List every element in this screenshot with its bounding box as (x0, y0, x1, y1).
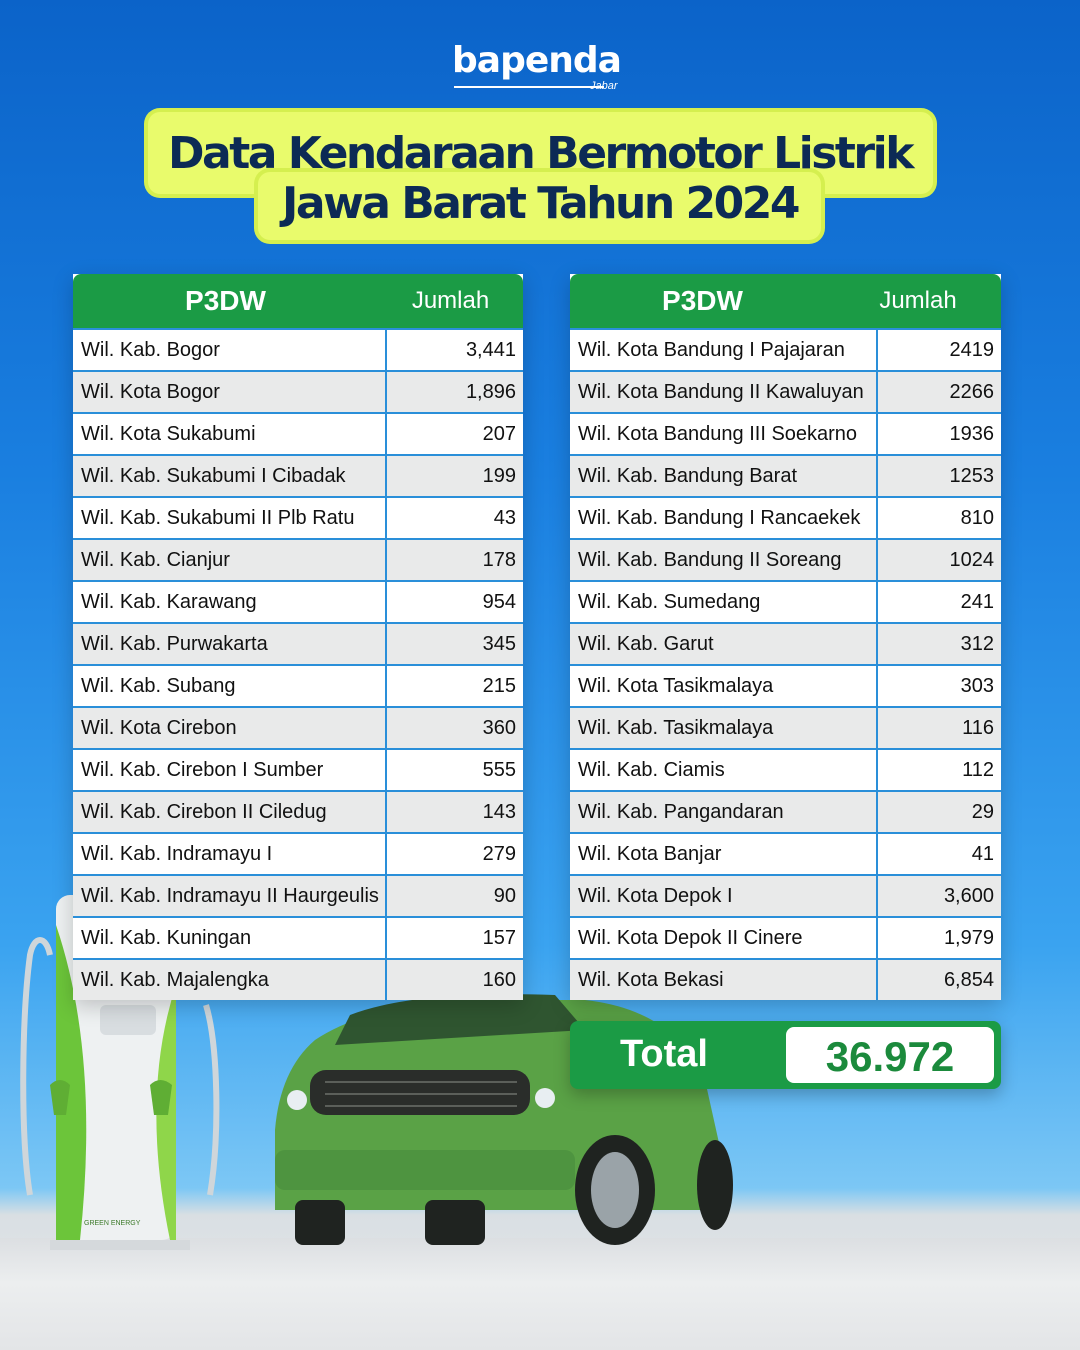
row-name: Wil. Kab. Bogor (73, 330, 387, 370)
row-name: Wil. Kota Depok I (570, 876, 878, 916)
table-row (73, 832, 523, 874)
row-value: 43 (493, 506, 516, 529)
table-row (570, 748, 1001, 790)
table-row (73, 412, 523, 454)
row-value: 1,896 (465, 380, 516, 403)
row-name: Wil. Kab. Kuningan (73, 918, 387, 958)
row-name: Wil. Kab. Bandung II Soreang (570, 540, 878, 580)
row-value: 2266 (949, 380, 994, 403)
table-row (570, 790, 1001, 832)
row-value: 160 (482, 968, 516, 991)
table-row (570, 916, 1001, 958)
row-name: Wil. Kota Cirebon (73, 708, 387, 748)
table-row (570, 412, 1001, 454)
row-value: 2419 (949, 338, 994, 361)
total-panel (570, 1021, 1001, 1089)
row-value: 360 (482, 716, 516, 739)
table-row (73, 706, 523, 748)
table-row (570, 496, 1001, 538)
row-name: Wil. Kota Banjar (570, 834, 878, 874)
row-name: Wil. Kab. Sukabumi II Plb Ratu (73, 498, 387, 538)
row-value: 1,979 (943, 926, 994, 949)
row-value: 279 (482, 842, 516, 865)
table-row (570, 664, 1001, 706)
page-title-line-1: Data Kendaraan Bermotor Listrik (168, 128, 912, 179)
row-name: Wil. Kab. Indramayu II Haurgeulis (73, 876, 387, 916)
table-row (73, 538, 523, 580)
table-row (73, 664, 523, 706)
table-row (73, 958, 523, 1000)
table-row (73, 790, 523, 832)
row-value: 178 (482, 548, 516, 571)
table-row (570, 622, 1001, 664)
row-value: 90 (493, 884, 516, 907)
row-name: Wil. Kab. Indramayu I (73, 834, 387, 874)
row-name: Wil. Kota Bandung I Pajajaran (570, 330, 878, 370)
bapenda-logo (450, 40, 630, 96)
row-value: 3,441 (465, 338, 516, 361)
table-row (570, 328, 1001, 370)
header-p3dw: P3DW (662, 285, 743, 316)
electric-car-illustration (255, 960, 735, 1260)
row-name: Wil. Kota Depok II Cinere (570, 918, 878, 958)
row-name: Wil. Kab. Subang (73, 666, 387, 706)
row-name: Wil. Kab. Karawang (73, 582, 387, 622)
row-name: Wil. Kab. Cirebon I Sumber (73, 750, 387, 790)
row-name: Wil. Kota Bogor (73, 372, 387, 412)
row-value: 1936 (949, 422, 994, 445)
total-value-box (786, 1027, 994, 1083)
table-row (570, 958, 1001, 1000)
row-name: Wil. Kota Sukabumi (73, 414, 387, 454)
row-value: 41 (971, 842, 994, 865)
row-value: 157 (482, 926, 516, 949)
row-name: Wil. Kab. Sukabumi I Cibadak (73, 456, 387, 496)
row-value: 241 (960, 590, 994, 613)
row-name: Wil. Kota Tasikmalaya (570, 666, 878, 706)
logo-subtext: Jabar (590, 80, 618, 92)
row-value: 199 (482, 464, 516, 487)
row-value: 29 (971, 800, 994, 823)
total-label: Total (620, 1033, 708, 1075)
table-row (73, 874, 523, 916)
row-name: Wil. Kota Bekasi (570, 960, 878, 1000)
row-value: 215 (482, 674, 516, 697)
total-value: 36.972 (825, 1033, 955, 1080)
row-name: Wil. Kab. Sumedang (570, 582, 878, 622)
row-value: 954 (482, 590, 516, 613)
table-row (73, 748, 523, 790)
charger-text: GREEN ENERGY (84, 1220, 141, 1227)
row-value: 345 (482, 632, 516, 655)
header-jumlah: Jumlah (411, 287, 490, 314)
row-name: Wil. Kab. Bandung I Rancaekek (570, 498, 878, 538)
header-p3dw: P3DW (185, 285, 266, 316)
row-value: 112 (962, 758, 994, 781)
table-left (73, 274, 523, 1000)
table-row (570, 454, 1001, 496)
row-value: 810 (960, 506, 994, 529)
table-row (570, 580, 1001, 622)
row-name: Wil. Kota Bandung II Kawaluyan (570, 372, 878, 412)
row-value: 143 (482, 800, 516, 823)
logo-underline (454, 86, 604, 88)
row-value: 1024 (949, 548, 994, 571)
table-right (570, 274, 1001, 1000)
row-name: Wil. Kab. Cirebon II Ciledug (73, 792, 387, 832)
row-name: Wil. Kab. Bandung Barat (570, 456, 878, 496)
row-name: Wil. Kota Bandung III Soekarno (570, 414, 878, 454)
table-right-body (570, 328, 1001, 1000)
table-row (570, 370, 1001, 412)
row-value: 116 (962, 716, 994, 739)
table-left-body (73, 328, 523, 1000)
row-value: 3,600 (943, 884, 994, 907)
logo-wordmark: bapenda (452, 40, 621, 81)
table-row (73, 454, 523, 496)
row-name: Wil. Kab. Ciamis (570, 750, 878, 790)
row-name: Wil. Kab. Pangandaran (570, 792, 878, 832)
row-value: 6,854 (943, 968, 994, 991)
page-title-line-2: Jawa Barat Tahun 2024 (282, 178, 798, 229)
table-row (73, 496, 523, 538)
table-row (570, 874, 1001, 916)
table-left-header (73, 274, 523, 328)
row-value: 303 (960, 674, 994, 697)
row-name: Wil. Kab. Garut (570, 624, 878, 664)
table-right-header (570, 274, 1001, 328)
table-row (73, 916, 523, 958)
table-row (570, 832, 1001, 874)
table-row (73, 370, 523, 412)
row-name: Wil. Kab. Purwakarta (73, 624, 387, 664)
table-row (73, 328, 523, 370)
row-value: 207 (482, 422, 516, 445)
table-row (73, 580, 523, 622)
row-name: Wil. Kab. Tasikmalaya (570, 708, 878, 748)
row-value: 1253 (949, 464, 994, 487)
row-value: 555 (482, 758, 516, 781)
table-row (73, 622, 523, 664)
row-name: Wil. Kab. Cianjur (73, 540, 387, 580)
table-row (570, 538, 1001, 580)
table-row (570, 706, 1001, 748)
row-name: Wil. Kab. Majalengka (73, 960, 387, 1000)
row-value: 312 (960, 632, 994, 655)
header-jumlah: Jumlah (879, 287, 957, 314)
